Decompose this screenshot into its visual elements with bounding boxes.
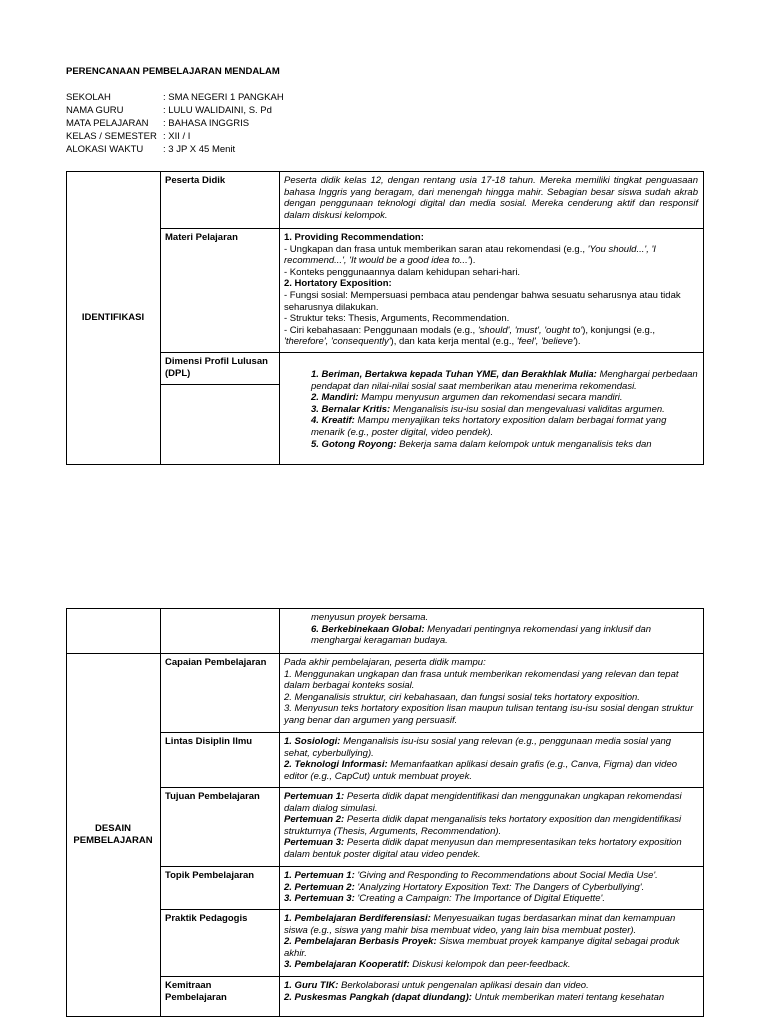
capaian-text: Pada akhir pembelajaran, peserta didik mampu: 1. Menggunakan ungkapan dan frasa untuk memberikan rekomendasi yang relevan dan tepat dalam berbagai konteks sosial. 2. Menganalisis struktur, ciri kebahasaan, dan fungsi sosial teks hortatory exposition. 3. Menyusun teks hortatory exposition lisan maupun tulisan tentang isu-isu sosial dengan struktur yang benar dan argumen yang persuasif.	[280, 654, 704, 733]
meta-row-alokasi: ALOKASI WAKTU : 3 JP X 45 Menit	[66, 144, 236, 155]
dpl-continuation: menyusun proyek bersama. 6. Berkebinekaan Global: Menyadari pentingnya rekomendasi yang inklusif dan menghargai keragaman budaya.	[280, 609, 704, 654]
empty-cell	[67, 609, 161, 654]
peserta-didik-text: Peserta didik kelas 12, dengan rentang usia 17-18 tahun. Mereka memiliki tingkat penguasaan bahasa Inggris yang beragam, dari menengah hingga mahir. Sebagian besar siswa sudah akrab dengan penggunaan teknologi digital dan media sosial. Mereka cenderung aktif dan responsif dalam diskusi kelompok.	[280, 172, 704, 229]
dpl-list	[280, 353, 704, 465]
empty-cell	[161, 385, 280, 465]
meta-row-guru: NAMA GURU : LULU WALIDAINI, S. Pd	[66, 105, 272, 116]
meta-row-sekolah: SEKOLAH : SMA NEGERI 1 PANGKAH	[66, 92, 284, 103]
praktik-text: 1. Pembelajaran Berdiferensiasi: Menyesuaikan tugas berdasarkan minat dan kemampuan siswa (e.g., siswa yang mahir bisa membuat video, yang lain bisa membuat poster). 2. Pembelajaran Berbasis Proyek: Siswa membuat proyek kampanye digital sebagai produk akhir. 3. Pembelajaran Kooperatif: Diskusi kelompok dan peer-feedback.	[280, 910, 704, 977]
meta-row-kelas: KELAS / SEMESTER : XII / I	[66, 131, 191, 142]
label-topik: Topik Pembelajaran	[161, 867, 280, 910]
empty-cell	[161, 609, 280, 654]
topik-text: 1. Pertemuan 1: 'Giving and Responding to Recommendations about Social Media Use'. 2. Pertemuan 2: 'Analyzing Hortatory Exposition Text: The Dangers of Cyberbullying'. 3. Pertemuan 3: 'Creating a Campaign: The Importance of Digital Etiquette'.	[280, 867, 704, 910]
dpl-item: 4. Kreatif: Mampu menyajikan teks hortatory exposition dalam berbagai format yang menarik (e.g., poster digital, video pendek).	[311, 415, 667, 438]
desain-table	[66, 608, 704, 1017]
dpl-item: 5. Gotong Royong: Bekerja sama dalam kelompok untuk menganalisis teks dan	[311, 438, 652, 450]
document-title: PERENCANAAN PEMBELAJARAN MENDALAM	[66, 66, 280, 77]
label-tujuan: Tujuan Pembelajaran	[161, 788, 280, 867]
dpl-item: 2. Mandiri: Mampu menyusun argumen dan rekomendasi secara mandiri.	[311, 392, 623, 404]
label-praktik: Praktik Pedagogis	[161, 910, 280, 977]
section-identifikasi: IDENTIFIKASI	[67, 172, 161, 465]
kemitraan-text: 1. Guru TIK: Berkolaborasi untuk pengenalan aplikasi desain dan video. 2. Puskesmas Pangkah (dapat diundang): Untuk memberikan materi tentang kesehatan	[280, 977, 704, 1017]
label-lintas-disiplin: Lintas Disiplin Ilmu	[161, 733, 280, 788]
label-dpl: Dimensi Profil Lulusan (DPL)	[161, 353, 280, 385]
lintas-text: 1. Sosiologi: Menganalisis isu-isu sosial yang relevan (e.g., penggunaan media sosial yang sehat, cyberbullying). 2. Teknologi Informasi: Memanfaatkan aplikasi desain grafis (e.g., Canva, Figma) dan video editor (e.g., CapCut) untuk membuat proyek.	[280, 733, 704, 788]
label-kemitraan: Kemitraan Pembelajaran	[161, 977, 280, 1017]
identifikasi-table	[66, 171, 704, 465]
meta-row-mapel: MATA PELAJARAN : BAHASA INGGRIS	[66, 118, 250, 129]
materi-pelajaran-text: 1. Providing Recommendation: - Ungkapan dan frasa untuk memberikan saran atau rekomendasi (e.g., 'You should...', 'I recommend...', 'It would be a good idea to...'). - Konteks penggunaannya dalam kehidupan sehari-hari. 2. Hortatory Exposition: - Fungsi sosial: Mempersuasi pembaca atau pendengar bahwa sesuatu seharusnya atau tidak seharusnya dilakukan. - Struktur teks: Thesis, Arguments, Recommendation. - Ciri kebahasaan: Penggunaan modals (e.g., 'should', 'must', 'ought to'), konjungsi (e.g., 'therefore', 'consequently'), dan kata kerja mental (e.g., 'feel', 'believe').	[280, 229, 704, 353]
label-peserta-didik: Peserta Didik	[161, 172, 280, 229]
dpl-item: 1. Beriman, Bertakwa kepada Tuhan YME, dan Berakhlak Mulia: Menghargai perbedaan pendapat dan nilai-nilai sosial saat memberikan atau menerima rekomendasi.	[311, 369, 698, 392]
section-desain-pembelajaran: DESAIN PEMBELAJARAN	[67, 654, 161, 1017]
label-materi-pelajaran: Materi Pelajaran	[161, 229, 280, 353]
dpl-item: 6. Berkebinekaan Global: Menyadari pentingnya rekomendasi yang inklusif dan menghargai keragaman budaya.	[311, 623, 652, 647]
meta-block	[66, 92, 284, 157]
label-capaian: Capaian Pembelajaran	[161, 654, 280, 733]
tujuan-text: Pertemuan 1: Peserta didik dapat mengidentifikasi dan menggunakan ungkapan rekomendasi dalam dialog simulasi. Pertemuan 2: Peserta didik dapat menganalisis teks hortatory exposition dan mengidentifikasi strukturnya (Thesis, Arguments, Recommendation). Pertemuan 3: Peserta didik dapat menyusun dan mempresentasikan teks hortatory exposition dalam bentuk poster digital atau video pendek.	[280, 788, 704, 867]
dpl-item: 3. Bernalar Kritis: Menganalisis isu-isu sosial dan mengevaluasi validitas argumen.	[311, 403, 665, 415]
